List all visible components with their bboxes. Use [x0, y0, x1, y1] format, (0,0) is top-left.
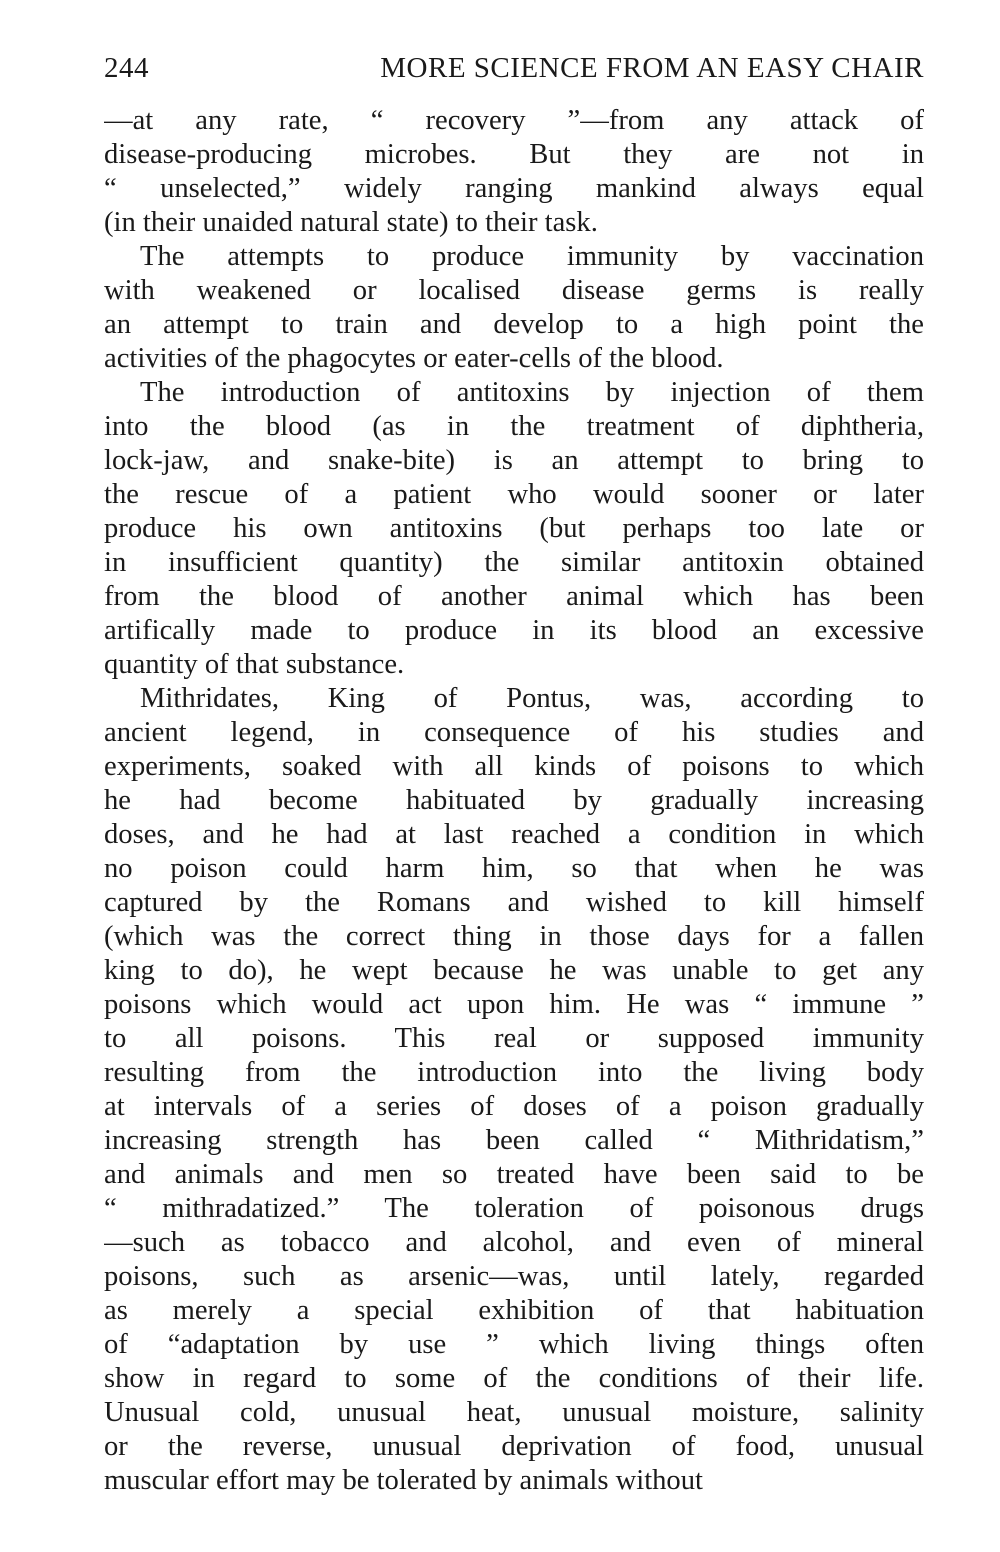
- text-line: activities of the phagocytes or eater-cells of the blood.: [104, 343, 724, 374]
- text-line: “ mithradatized.” The toleration of poisonous drugs: [104, 1193, 924, 1224]
- text-line: —at any rate, “ recovery ”—from any attack of: [104, 105, 924, 136]
- body-text: [104, 104, 924, 1498]
- text-line: The introduction of antitoxins by injection of them: [140, 377, 924, 408]
- text-line: poisons which would act upon him. He was “ immune ”: [104, 989, 924, 1020]
- text-line: captured by the Romans and wished to kill himself: [104, 887, 924, 918]
- text-line: “ unselected,” widely ranging mankind always equal: [104, 173, 924, 204]
- text-line: experiments, soaked with all kinds of poisons to which: [104, 751, 924, 782]
- paragraph: [104, 104, 924, 240]
- text-line: as merely a special exhibition of that habituation: [104, 1295, 924, 1326]
- text-line: with weakened or localised disease germs is really: [104, 275, 924, 306]
- text-line: show in regard to some of the conditions of their life.: [104, 1363, 924, 1394]
- text-line: Unusual cold, unusual heat, unusual moisture, salinity: [104, 1397, 924, 1428]
- paragraph: [104, 240, 924, 376]
- text-line: Mithridates, King of Pontus, was, according to: [140, 683, 924, 714]
- text-line: king to do), he wept because he was unable to get any: [104, 955, 924, 986]
- text-line: to all poisons. This real or supposed immunity: [104, 1023, 924, 1054]
- text-line: resulting from the introduction into the living body: [104, 1057, 924, 1088]
- text-line: quantity of that substance.: [104, 649, 405, 680]
- text-line: artifically made to produce in its blood an excessive: [104, 615, 924, 646]
- text-line: disease-producing microbes. But they are not in: [104, 139, 924, 170]
- paragraph: [104, 376, 924, 682]
- text-line: from the blood of another animal which has been: [104, 581, 924, 612]
- text-line: (in their unaided natural state) to their task.: [104, 207, 598, 238]
- text-line: lock-jaw, and snake-bite) is an attempt to bring to: [104, 445, 924, 476]
- text-line: no poison could harm him, so that when he was: [104, 853, 924, 884]
- text-line: increasing strength has been called “ Mithridatism,”: [104, 1125, 924, 1156]
- page-number: 244: [104, 52, 149, 84]
- text-line: or the reverse, unusual deprivation of food, unusual: [104, 1431, 924, 1462]
- text-line: The attempts to produce immunity by vaccination: [140, 241, 924, 272]
- paragraph: [104, 682, 924, 1498]
- text-line: in insufficient quantity) the similar antitoxin obtained: [104, 547, 924, 578]
- text-line: —such as tobacco and alcohol, and even of mineral: [104, 1227, 924, 1258]
- running-title: MORE SCIENCE FROM AN EASY CHAIR: [380, 52, 924, 84]
- text-line: produce his own antitoxins (but perhaps too late or: [104, 513, 924, 544]
- text-line: he had become habituated by gradually increasing: [104, 785, 924, 816]
- text-line: (which was the correct thing in those days for a fallen: [104, 921, 924, 952]
- page-header: [104, 52, 924, 92]
- text-line: poisons, such as arsenic—was, until lately, regarded: [104, 1261, 924, 1292]
- text-line: of “adaptation by use ” which living things often: [104, 1329, 924, 1360]
- text-line: and animals and men so treated have been said to be: [104, 1159, 924, 1190]
- text-line: muscular effort may be tolerated by animals without: [104, 1465, 703, 1496]
- text-line: the rescue of a patient who would sooner or later: [104, 479, 924, 510]
- text-line: at intervals of a series of doses of a poison gradually: [104, 1091, 924, 1122]
- text-line: doses, and he had at last reached a condition in which: [104, 819, 924, 850]
- text-line: into the blood (as in the treatment of diphtheria,: [104, 411, 924, 442]
- text-line: an attempt to train and develop to a high point the: [104, 309, 924, 340]
- text-line: ancient legend, in consequence of his studies and: [104, 717, 924, 748]
